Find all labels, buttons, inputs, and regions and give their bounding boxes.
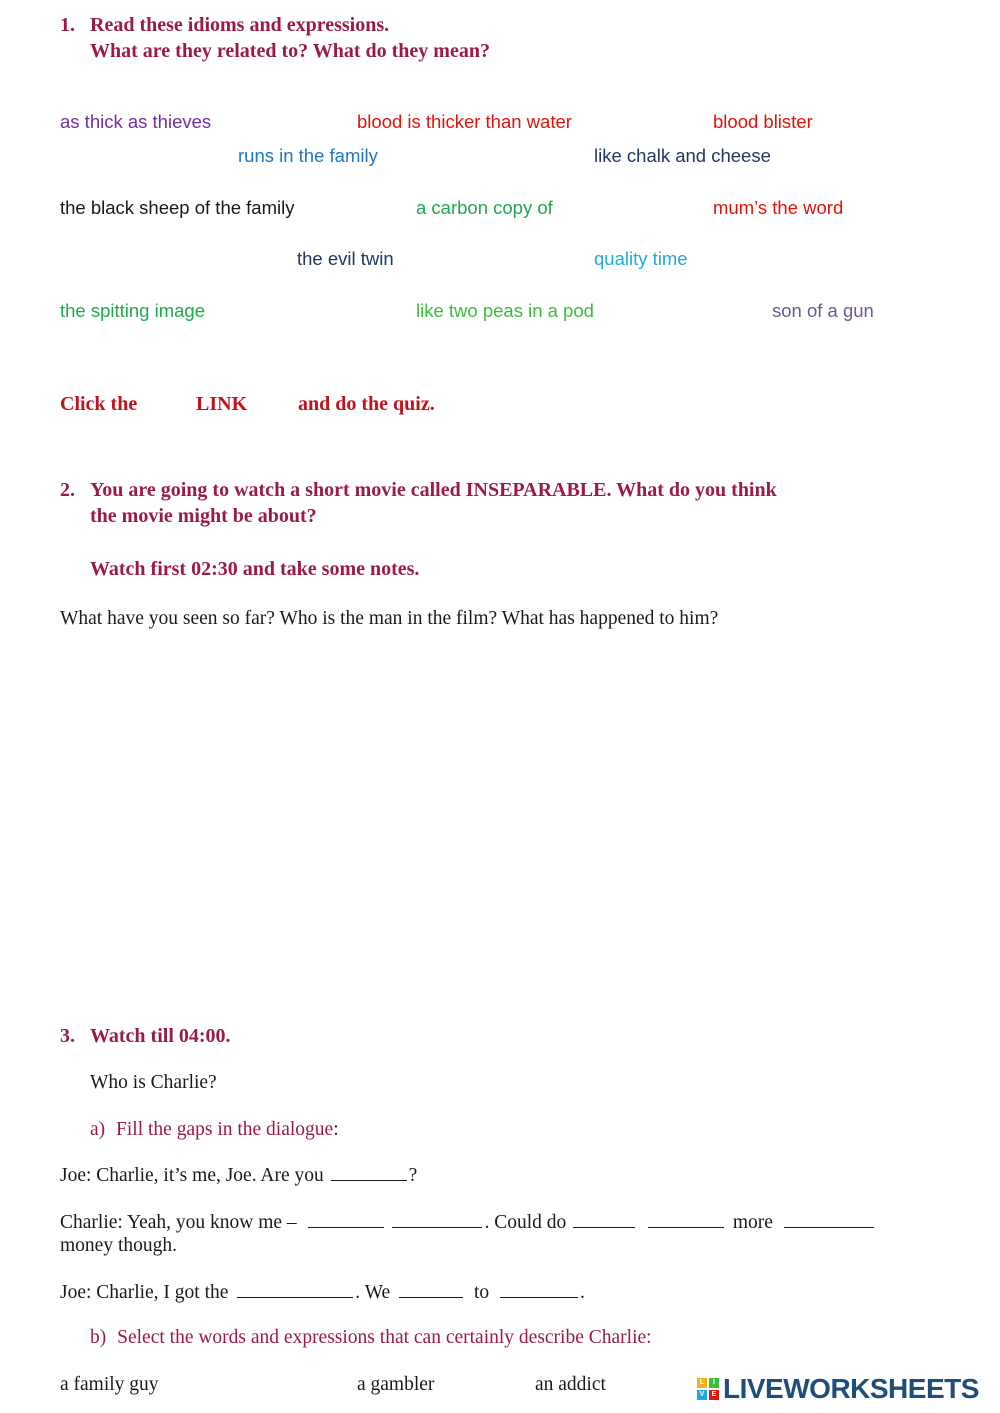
idiom-the-spitting-image: the spitting image [60,300,206,321]
idiom-quality-time: quality time [594,248,688,269]
gap-9-input[interactable] [500,1287,578,1302]
logo-mark-e: E [709,1390,719,1400]
dialogue-line-3-end: . [580,1282,585,1303]
gap-4[interactable] [573,1212,635,1228]
gap-6[interactable] [784,1212,874,1228]
section-2-watch-instruction: Watch first 02:30 and take some notes. [90,558,420,580]
dialogue-line-2-cont: money though. [60,1235,177,1256]
gap-3[interactable] [392,1212,482,1228]
task-a-label [90,1119,339,1141]
idiom-like-chalk-and-cheese: like chalk and cheese [594,145,771,166]
section-2-number: 2. [60,479,75,501]
dialogue-line-2-text: Charlie: Yeah, you know me – [60,1212,297,1233]
section-3-number: 3. [60,1025,75,1047]
task-b-letter: b) [90,1327,107,1348]
idiom-as-thick-as-thieves: as thick as thieves [60,111,212,132]
option-addict[interactable]: an addict [535,1374,606,1395]
link-instruction-start: Click the [60,393,138,415]
option-gambler[interactable]: a gambler [357,1374,435,1395]
section-1-subheading: What are they related to? What do they mean? [90,40,490,62]
dialogue-line-2 [60,1212,876,1234]
section-1-number: 1. [60,14,75,36]
task-a-colon: : [333,1119,339,1140]
dialogue-line-3-to: to [473,1282,490,1303]
gap-2[interactable] [308,1212,384,1228]
gap-3-input[interactable] [392,1217,482,1232]
gap-7[interactable] [237,1282,353,1298]
dialogue-line-3-we: . We [355,1282,391,1303]
section-3-heading: Watch till 04:00. [90,1025,231,1047]
idiom-a-carbon-copy-of: a carbon copy of [416,197,553,218]
gap-9[interactable] [500,1282,578,1298]
gap-4-input[interactable] [573,1217,635,1232]
logo-mark-v: V [697,1390,707,1400]
gap-7-input[interactable] [237,1287,353,1302]
gap-8[interactable] [399,1282,463,1298]
idiom-runs-in-the-family: runs in the family [238,145,378,166]
dialogue-line-2-more: more [732,1212,773,1233]
gap-1-input[interactable] [331,1170,407,1185]
task-a-text: Fill the gaps in the dialogue [116,1119,334,1140]
liveworksheets-logo [697,1373,979,1405]
gap-6-input[interactable] [784,1217,874,1232]
idiom-son-of-a-gun: son of a gun [772,300,874,321]
idiom-blood-is-thicker-than-water: blood is thicker than water [357,111,572,132]
dialogue-line-3-text: Joe: Charlie, I got the [60,1282,229,1303]
section-2-heading-cont: the movie might be about? [90,505,317,527]
dialogue-line-3 [60,1282,585,1304]
liveworksheets-logo-icon [697,1378,719,1400]
section-2-heading: You are going to watch a short movie called INSEPARABLE. What do you think [90,479,777,501]
liveworksheets-logo-text: LIVEWORKSHEETS [723,1373,979,1404]
gap-5-input[interactable] [648,1217,724,1232]
gap-2-input[interactable] [308,1217,384,1232]
link-instruction-end: and do the quiz. [298,393,435,415]
logo-mark-i: I [709,1378,719,1388]
dialogue-line-1-text: Joe: Charlie, it’s me, Joe. Are you [60,1165,324,1186]
section-2-question: What have you seen so far? Who is the man in the film? What has happened to him? [60,608,719,629]
task-a-letter: a) [90,1119,106,1140]
section-1-heading: Read these idioms and expressions. [90,14,390,36]
idiom-like-two-peas-in-a-pod: like two peas in a pod [416,300,594,321]
idiom-black-sheep-of-the-family: the black sheep of the family [60,197,295,218]
task-b-label [90,1327,652,1349]
idiom-mums-the-word: mum’s the word [713,197,844,218]
task-b-text: Select the words and expressions that can certainly describe Charlie: [117,1327,652,1348]
dialogue-line-1-end: ? [408,1165,418,1186]
dialogue-line-1 [60,1165,417,1187]
dialogue-line-2-mid: . Could do [484,1212,567,1233]
quiz-link[interactable]: LINK [196,393,248,415]
gap-1[interactable] [331,1165,407,1181]
idiom-blood-blister: blood blister [713,111,813,132]
gap-8-input[interactable] [399,1287,463,1302]
who-is-charlie-question: Who is Charlie? [90,1072,217,1093]
idiom-the-evil-twin: the evil twin [297,248,394,269]
gap-5[interactable] [648,1212,724,1228]
logo-mark-l: L [697,1378,707,1388]
option-family-guy[interactable]: a family guy [60,1374,159,1395]
